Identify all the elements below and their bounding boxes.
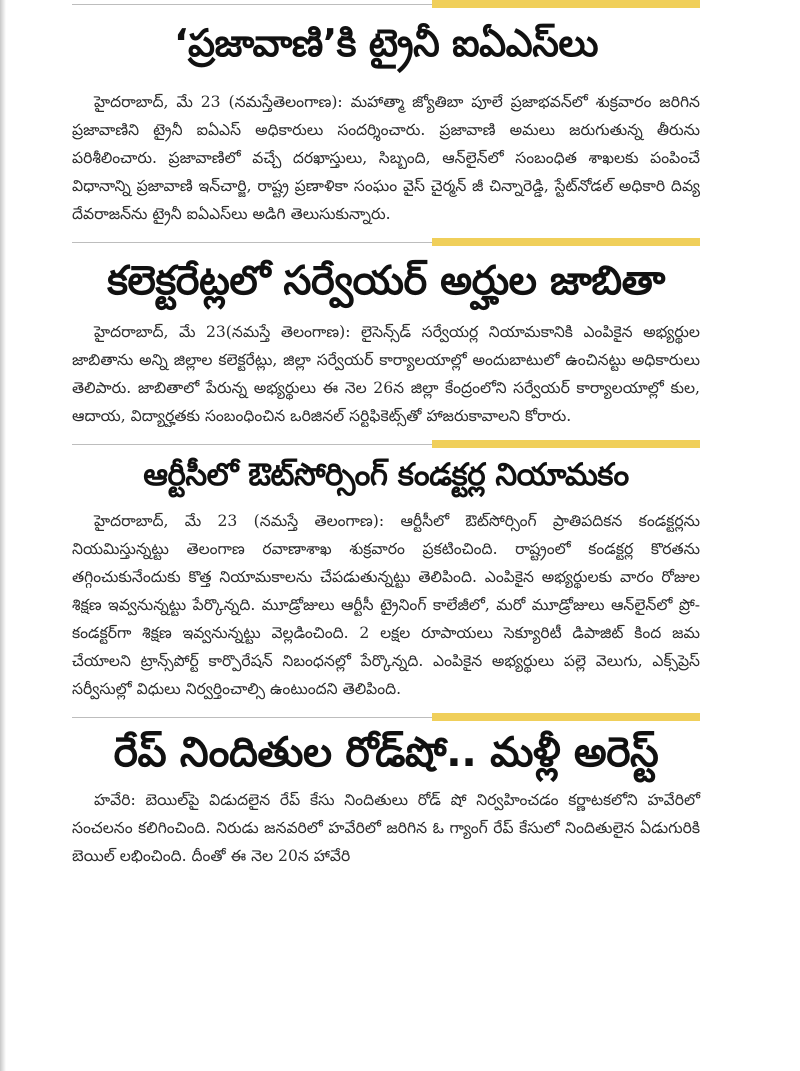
headline: రేప్ నిందితుల రోడ్‌షో.. మళ్లీ అరెస్ట్ (113, 728, 659, 777)
article-surveyor-list (72, 238, 700, 430)
section-rule (72, 238, 700, 246)
headline: ఆర్టీసీలో ఔట్‌సోర్సింగ్ కండక్టర్ల నియామకం (143, 456, 629, 493)
article-rape-accused-roadshow (72, 713, 700, 870)
section-rule (72, 440, 700, 448)
article-body (72, 507, 700, 703)
rule-accent (432, 440, 700, 448)
article-text: బెయిల్‌పై విడుదలైన రేప్ కేసు నిందితులు రోడ్ షో నిర్వహించడం కర్ణాటకలోని హవేరిలో సంచలనం కలిగించింది. నిరుడు జనవరిలో హవేరిలో జరిగిన ఓ గ్యాంగ్ రేప్ కేసులో నిందితులైన ఏడుగురికి బెయిల్ లభించింది. దీంతో ఈ నెల 20న హావేరి (72, 791, 700, 866)
article-body (72, 88, 700, 228)
page-edge-shadow (0, 0, 6, 1071)
dateline: హైదరాబాద్, మే 23 (నమస్తే తెలంగాణ): (94, 512, 385, 531)
rule-accent (432, 713, 700, 721)
article-trainee-ias (72, 0, 700, 228)
dateline: హైదరాబాద్, మే 23(నమస్తే తెలంగాణ): (94, 322, 351, 341)
dateline: హవేరి: (94, 791, 136, 810)
article-text: లైసెన్స్‌డ్ సర్వేయర్ల నియామకానికి ఎంపికైన అభ్యర్థుల జాబితాను అన్ని జిల్లాల కలెక్టరేట్లు, జిల్లా సర్వేయర్ కార్యాలయాల్లో అందుబాటులో ఉంచినట్టు అధికారులు తెలిపారు. జాబితాలో పేరున్న అభ్యర్థులు ఈ నెల 26న జిల్లా కేంద్రంలోని సర్వేయర్ కార్యాలయాల్లో కుల, ఆదాయ, విద్యార్హతకు సంబంధించిన ఒరిజినల్ సర్టిఫికెట్స్‌తో హాజరుకావాలని కోరారు. (72, 322, 700, 425)
rule-accent (432, 238, 700, 246)
news-column (72, 0, 700, 870)
section-rule (72, 0, 700, 8)
rule-accent (432, 0, 700, 8)
headline: కలెక్టరేట్లలో సర్వేయర్ అర్హుల జాబితా (107, 257, 665, 304)
section-rule (72, 713, 700, 721)
headline: ‘ప్రజావాణి’కి ట్రైనీ ఐఏఎస్‌లు (174, 21, 598, 65)
article-body (72, 786, 700, 870)
article-text: ఆర్టీసీలో ఔట్‌సోర్సింగ్ ప్రాతిపదికన కండక్టర్లను నియమిస్తున్నట్టు తెలంగాణ రవాణాశాఖ శుక్రవారం ప్రకటించింది. రాష్ట్రంలో కండక్టర్ల కొరతను తగ్గించుకునేందుకు కొత్త నియామకాలను చేపడుతున్నట్టు తెలిపింది. ఎంపికైన అభ్యర్థులకు వారం రోజుల శిక్షణ ఇవ్వనున్నట్టు పేర్కొన్నది. మూడ్రోజులు ఆర్టీసీ ట్రైనింగ్ కాలేజీలో, మరో మూడ్రోజులు ఆన్‌లైన్‌లో ప్రో-కండక్టర్‌గా శిక్షణ ఇవ్వనున్నట్టు వెల్లడించింది. 2 లక్షల రూపాయలు సెక్యూరిటీ డిపాజిట్ కింద జమ చేయాలని ట్రాన్స్‌పోర్ట్ కార్పొరేషన్ నిబంధనల్లో పేర్కొన్నది. ఎంపికైన అభ్యర్థులు పల్లె వెలుగు, ఎక్స్‌ప్రెస్ సర్వీసుల్లో విధులు నిర్వర్తించాల్సి ఉంటుందని తెలిపింది. (72, 512, 700, 699)
article-text: మహాత్మా జ్యోతిబా పూలే ప్రజాభవన్‌లో శుక్రవారం జరిగిన ప్రజావాణిని ట్రైనీ ఐఏఎస్ అధికారులు సందర్శించారు. ప్రజావాణి అమలు జరుగుతున్న తీరును పరిశీలించారు. ప్రజావాణిలో వచ్చే దరఖాస్తులు, సిబ్బంది, ఆన్‌లైన్‌లో సంబంధిత శాఖలకు పంపించే విధానాన్ని ప్రజావాణి ఇన్‌చార్జి, రాష్ట్ర ప్రణాళికా సంఘం వైస్ చైర్మన్ జీ చిన్నారెడ్డి, స్టేట్‌నోడల్ అధికారి దివ్య దేవరాజన్‌ను ట్రైనీ ఐఏఎస్‌లు అడిగి తెలుసుకున్నారు. (72, 92, 700, 223)
article-rtc-conductors (72, 440, 700, 704)
dateline: హైదరాబాద్, మే 23 (నమస్తేతెలంగాణ): (94, 92, 343, 111)
article-body (72, 318, 700, 430)
